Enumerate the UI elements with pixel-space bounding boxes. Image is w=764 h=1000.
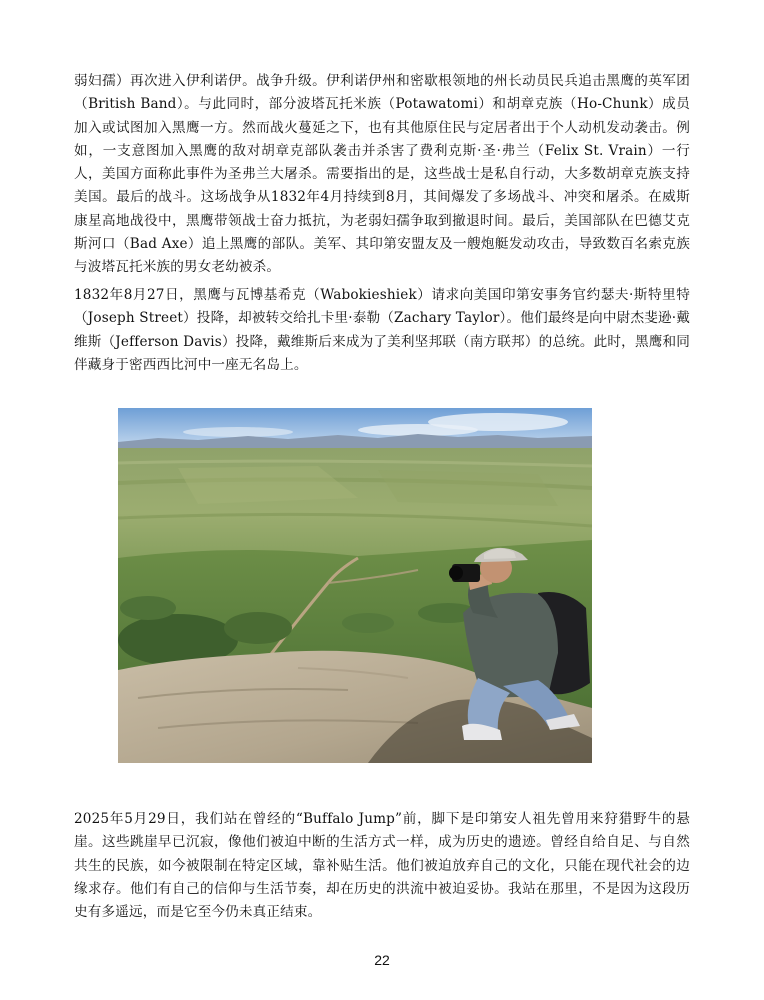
page-number: 22 [374,952,390,968]
body-paragraph-3: 2025年5月29日，我们站在曾经的“Buffalo Jump”前，脚下是印第安人祖先曾用来狩猎野牛的悬崖。这些跳崖早已沉寂，像他们被迫中断的生活方式一样，成为历史的遗迹。曾经自给自足、与自然共生的民族，如今被限制在特定区域，靠补贴生活。他们被迫放弃自己的文化，只能在现代社会的边缘求存。他们有自己的信仰与生活节奏，却在历史的洪流中被迫妥协。我站在那里，不是因为这段历史有多遥远，而是它至今仍未真正结束。 [74,811,690,921]
body-paragraph-2: 1832年8月27日，黑鹰与瓦博基希克（Wabokieshiek）请求向美国印第安事务官约瑟夫·斯特里特（Joseph Street）投降，却被转交给扎卡里·泰勒（Zachary Taylor）。他们最终是向中尉杰斐逊·戴维斯（Jefferson Davis）投降，戴维斯后来成为了美利坚邦联（南方联邦）的总统。此时，黑鹰和同伴藏身于密西西比河中一座无名岛上。 [74,287,690,373]
buffalo-jump-photo [118,408,592,763]
body-paragraph-1: 弱妇孺）再次进入伊利诺伊。战争升级。伊利诺伊州和密歇根领地的州长动员民兵追击黑鹰的英军团（British Band）。与此同时，部分波塔瓦托米族（Potawatomi）和胡章克族（Ho-Chunk）成员加入或试图加入黑鹰一方。然而战火蔓延之下，也有其他原住民与定居者出于个人动机发动袭击。例如，一支意图加入黑鹰的敌对胡章克部队袭击并杀害了费利克斯·圣·弗兰（Felix St. Vrain）一行人，美国方面称此事件为圣弗兰大屠杀。需要指出的是，这些战士是私自行动，大多数胡章克族支持美国。最后的战斗。这场战争从1832年4月持续到8月，其间爆发了多场战斗、冲突和屠杀。在威斯康星高地战役中，黑鹰带领战士奋力抵抗，为老弱妇孺争取到撤退时间。最后，美国部队在巴德艾克斯河口（Bad Axe）追上黑鹰的部队。美军、其印第安盟友及一艘炮艇发动攻击，导致数百名索克族与波塔瓦托米族的男女老幼被杀。 [74,73,690,276]
